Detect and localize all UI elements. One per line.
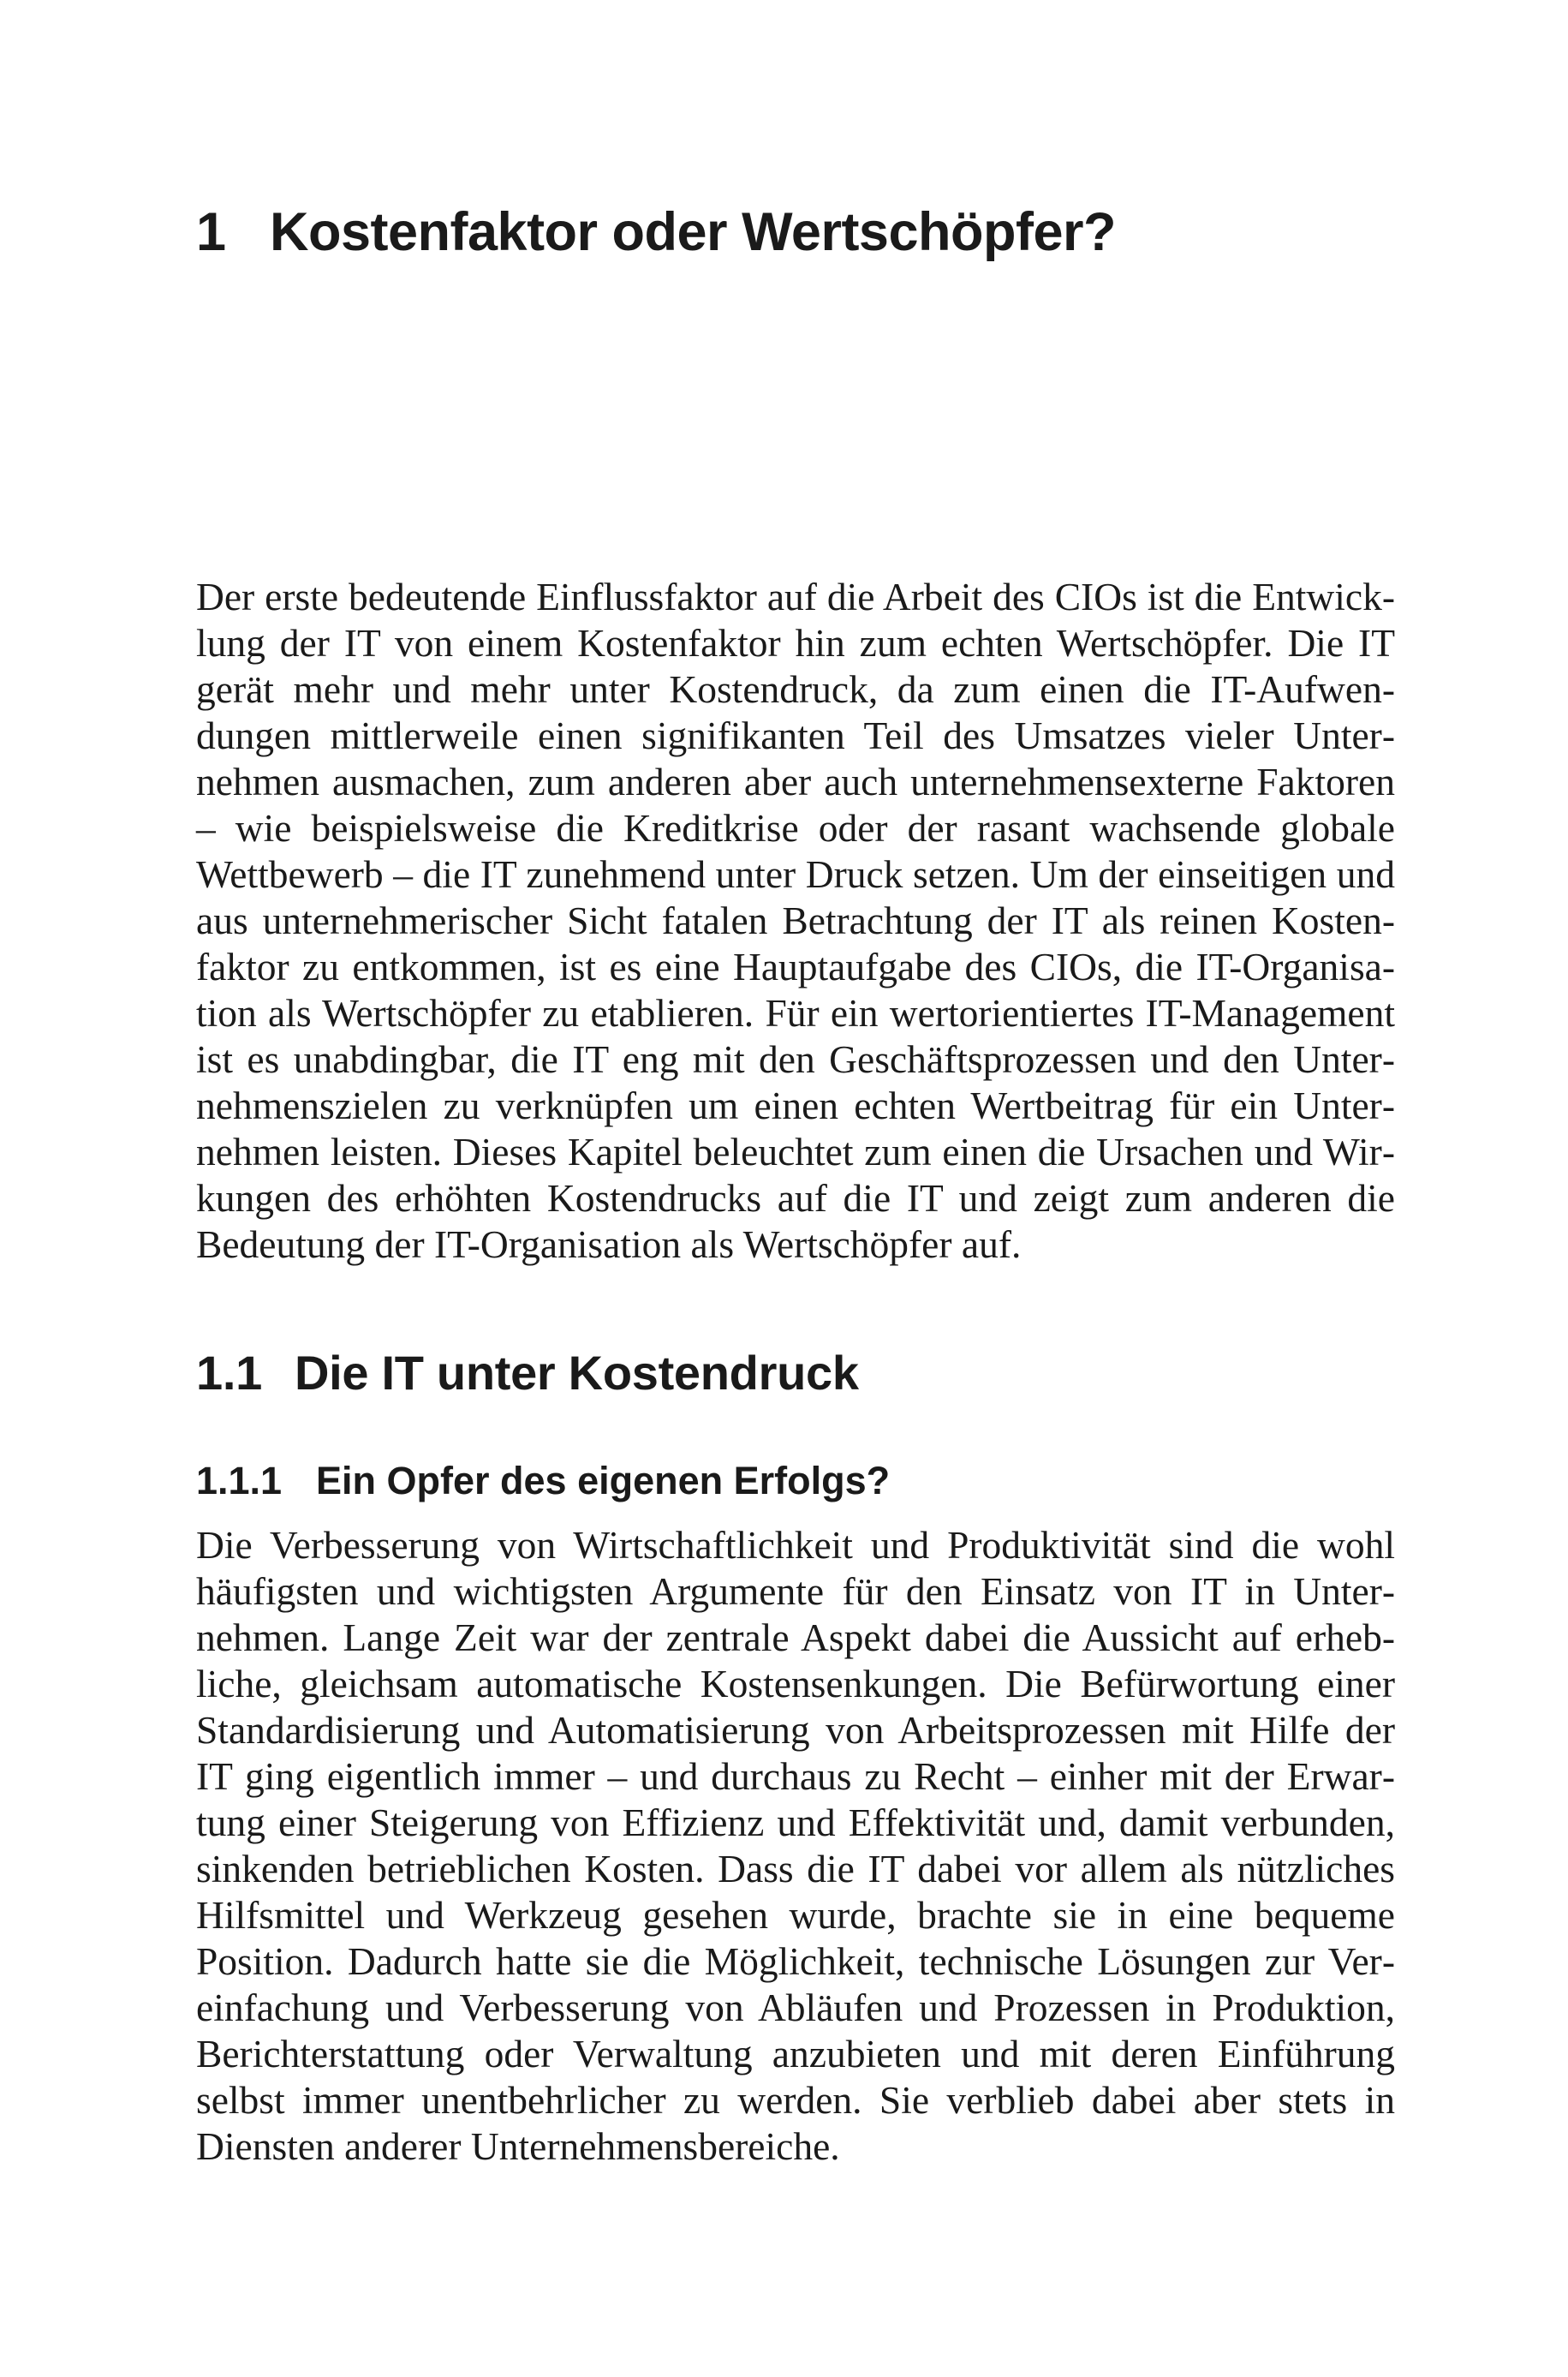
subsection-title: Ein Opfer des eigenen Erfolgs? — [316, 1459, 891, 1502]
subsection-paragraph: Die Verbesserung von Wirtschaftlichkeit und Produktivität sind die wohl häufigsten und wichtigsten Argumente für den Einsatz von IT in Unternehmen. Lange Zeit war der zentrale Aspekt dabei die Aussicht auf erhebliche, gleichsam automatische Kostensenkungen. Die Befürwortung einer Standardisierung und Automatisierung von Arbeitsprozessen mit Hilfe der IT ging eigentlich immer – und durchaus zu Recht – einher mit der Erwartung einer Steigerung von Effizienz und Effektivität und, damit verbunden, sinkenden betrieblichen Kosten. Dass die IT dabei vor allem als nützliches Hilfsmittel und Werkzeug gesehen wurde, brachte sie in eine bequeme Position. Dadurch hatte sie die Möglichkeit, technische Lösungen zur Vereinfachung und Verbesserung von Abläufen und Prozessen in Produktion, Berichterstattung oder Verwaltung anzubieten und mit deren Einführung selbst immer unentbehrlicher zu werden. Sie verblieb dabei aber stets in Diensten anderer Unternehmensbereiche. — [196, 1523, 1395, 2168]
section-title: Die IT unter Kostendruck — [295, 1346, 859, 1400]
subsection-number: 1.1.1 — [196, 1459, 283, 1502]
chapter-title: Kostenfaktor oder Wertschöpfer? — [270, 202, 1116, 262]
chapter-number: 1 — [196, 202, 226, 262]
chapter-heading — [196, 202, 1116, 262]
subsection-heading — [196, 1461, 890, 1500]
section-number: 1.1 — [196, 1346, 262, 1400]
section-heading — [196, 1346, 859, 1400]
intro-paragraph: Der erste bedeutende Einflussfaktor auf die Arbeit des CIOs ist die Entwicklung der IT von einem Kostenfaktor hin zum echten Wertschöpfer. Die IT gerät mehr und mehr unter Kostendruck, da zum einen die IT-Aufwendungen mittlerweile einen signifikanten Teil des Umsatzes vieler Unternehmen ausmachen, zum anderen aber auch unternehmensexterne Faktoren – wie beispielsweise die Kreditkrise oder der rasant wachsende globale Wettbewerb – die IT zunehmend unter Druck setzen. Um der einseitigen und aus unternehmerischer Sicht fatalen Betrachtung der IT als reinen Kostenfaktor zu entkommen, ist es eine Hauptaufgabe des CIOs, die IT-Organisation als Wertschöpfer zu etablieren. Für ein wertorientiertes IT-Management ist es unabdingbar, die IT eng mit den Geschäftsprozessen und den Unternehmenszielen zu verknüpfen um einen echten Wertbeitrag für ein Unternehmen leisten. Dieses Kapitel beleuchtet zum einen die Ursachen und Wirkungen des erhöhten Kostendrucks auf die IT und zeigt zum anderen die Bedeutung der IT-Organisation als Wertschöpfer auf. — [196, 575, 1395, 1266]
